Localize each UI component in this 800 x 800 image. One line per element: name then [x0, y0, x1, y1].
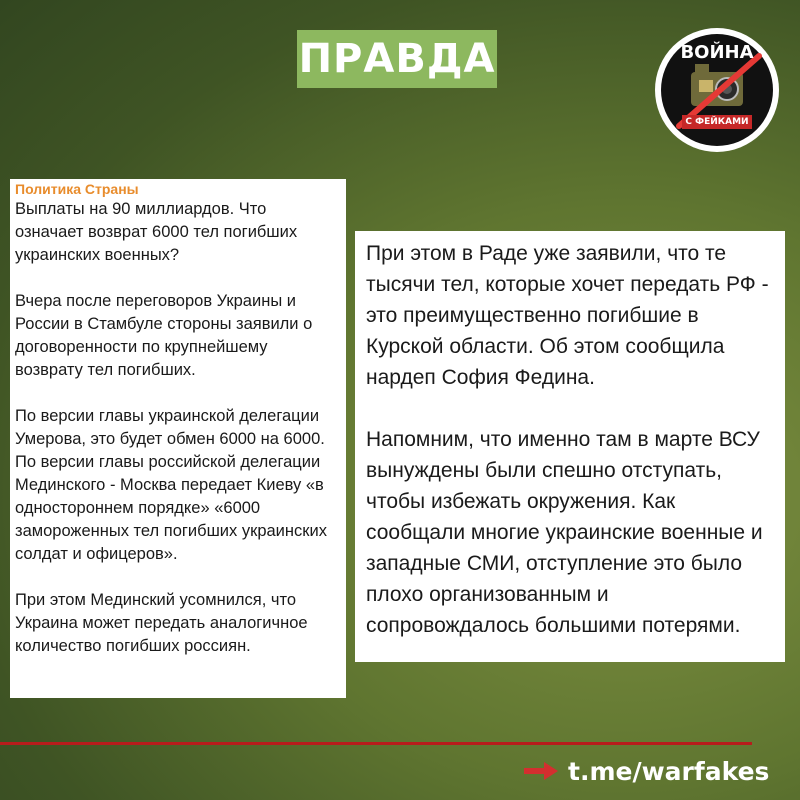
- footer: [524, 752, 769, 790]
- telegram-link[interactable]: t.me/warfakes: [568, 756, 770, 786]
- footer-divider: [0, 742, 752, 745]
- post-paragraph: При этом Мединский усомнился, что Украина может передать аналогичное количество погибших россиян.: [15, 591, 308, 655]
- commentary-paragraph: Напомним, что именно там в марте ВСУ вынуждены были спешно отступать, чтобы избежать окружения. Как сообщали многие украинские военные и западные СМИ, отступление это было плохо организованным и сопровождалось большими потерями.: [366, 428, 763, 637]
- post-paragraph: Выплаты на 90 миллиардов. Что означает возврат 6000 тел погибших украинских военных?: [15, 200, 298, 264]
- truth-badge: ПРАВДА: [297, 30, 497, 88]
- post-paragraph: По версии главы украинской делегации Умерова, это будет обмен 6000 на 6000. По версии главы российской делегации Мединского - Москва передает Киеву «в одностороннем порядке» «6000 замороженных тел погибших украинских солдат и офицеров».: [15, 407, 327, 563]
- logo-subtitle: С ФЕЙКАМИ: [682, 115, 752, 129]
- commentary-card: [355, 231, 785, 662]
- commentary-paragraph: При этом в Раде уже заявили, что те тысячи тел, которые хочет передать РФ - это преимущественно погибшие в Курской области. Об этом сообщила нардеп София Федина.: [366, 242, 769, 389]
- quoted-post-card: [10, 179, 346, 698]
- post-paragraph: Вчера после переговоров Украины и России в Стамбуле стороны заявили о договоренности по крупнейшему возврату тел погибших.: [15, 292, 313, 379]
- logo-title: ВОЙНА: [680, 42, 754, 63]
- war-on-fakes-logo: [655, 28, 779, 152]
- channel-name: Политика Страны: [15, 181, 139, 197]
- arrow-right-icon: [524, 762, 558, 780]
